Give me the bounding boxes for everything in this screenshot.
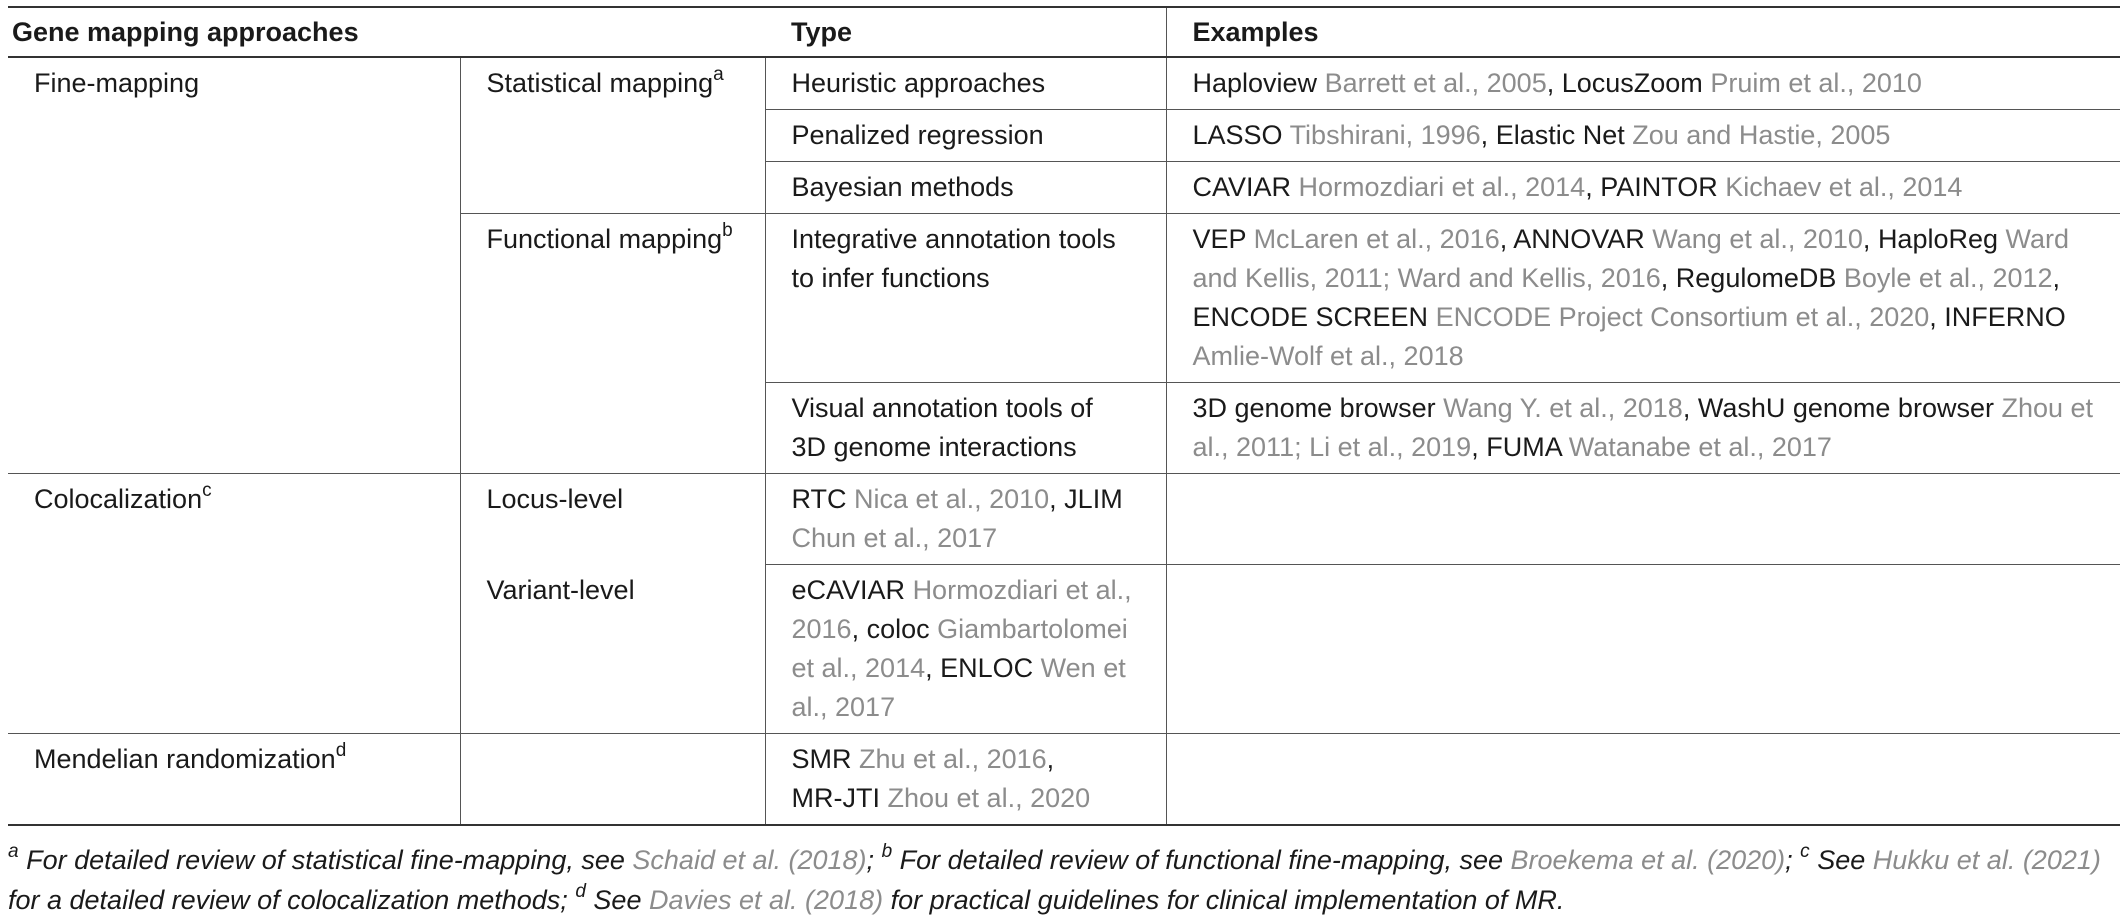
subapproach-variant-level: Variant-level [460, 565, 765, 734]
table-row [8, 57, 2120, 110]
type-integrative: Integrative annotation tools to infer functions [765, 214, 1166, 383]
type-visual: Visual annotation tools of 3D genome interactions [765, 383, 1166, 474]
approach-colocalization: Colocalization$^c$ [8, 474, 460, 734]
table-row [8, 734, 2120, 826]
footnote-c-citation[interactable]: Hukku et al. (2021) [1872, 845, 2101, 875]
type-penalized: Penalized regression [765, 110, 1166, 162]
subapproach-statistical-mapping: Statistical mapping$^a$ [460, 57, 765, 214]
subapproach-functional-mapping: Functional mapping$^b$ [460, 214, 765, 474]
header-type: Type [765, 7, 1166, 57]
footnote-b-citation[interactable]: Broekema et al. (2020) [1510, 845, 1786, 875]
footnote-a-citation[interactable]: Schaid et al. (2018) [632, 845, 867, 875]
empty-cell [1166, 734, 2120, 826]
examples-penalized: LASSO Tibshirani, 1996, Elastic Net Zou and Hastie, 2005 [1166, 110, 2120, 162]
header-examples: Examples [1166, 7, 2120, 57]
empty-cell [1166, 474, 2120, 565]
empty-cell [460, 734, 765, 826]
examples-integrative: VEP McLaren et al., 2016, ANNOVAR Wang et al., 2010, HaploReg Ward and Kellis, 2011; Ward and Kellis, 2016, RegulomeDB Boyle et al., 2012, ENCODE SCREEN ENCODE Project Consortium et al., 2020, INFERNO Amlie-Wolf et al., 2018 [1166, 214, 2120, 383]
examples-mendelian: SMR Zhu et al., 2016, MR-JTI Zhou et al., 2020 [765, 734, 1166, 826]
empty-cell [1166, 565, 2120, 734]
footnote-d-citation[interactable]: Davies et al. (2018) [648, 885, 884, 915]
gene-mapping-table [8, 6, 2120, 826]
header-row [8, 7, 2120, 57]
table-footnotes: $^a$ For detailed review of statistical fine-mapping, see Schaid et al. (2018); $^b$ For detailed review of functional fine-mapping, see Broekema et al. (2020); $^c$ See Hukku et al. (2021) for a detailed review of colocalization methods; $^d$ See Davies et al. (2018) for practical guidelines for clinical implementation of MR. [8, 841, 2101, 915]
gene-mapping-table-container [8, 6, 2120, 826]
subapproach-locus-level: Locus-level [460, 474, 765, 565]
approach-fine-mapping: Fine-mapping [8, 57, 460, 474]
examples-visual: 3D genome browser Wang Y. et al., 2018, WashU genome browser Zhou et al., 2011; Li et al., 2019, FUMA Watanabe et al., 2017 [1166, 383, 2120, 474]
examples-variant-level: eCAVIAR Hormozdiari et al., 2016, coloc Giambartolomei et al., 2014, ENLOC Wen et al., 2017 [765, 565, 1166, 734]
examples-locus-level: RTC Nica et al., 2010, JLIM Chun et al., 2017 [765, 474, 1166, 565]
header-approach: Gene mapping approaches [8, 7, 765, 57]
approach-mendelian-randomization: Mendelian randomization$^d$ [8, 734, 460, 826]
examples-heuristic: Haploview Barrett et al., 2005, LocusZoom Pruim et al., 2010 [1192, 68, 1922, 98]
type-bayesian: Bayesian methods [765, 162, 1166, 214]
table-row [8, 474, 2120, 565]
examples-bayesian: CAVIAR Hormozdiari et al., 2014, PAINTOR Kichaev et al., 2014 [1166, 162, 2120, 214]
type-heuristic: Heuristic approaches [765, 57, 1166, 110]
